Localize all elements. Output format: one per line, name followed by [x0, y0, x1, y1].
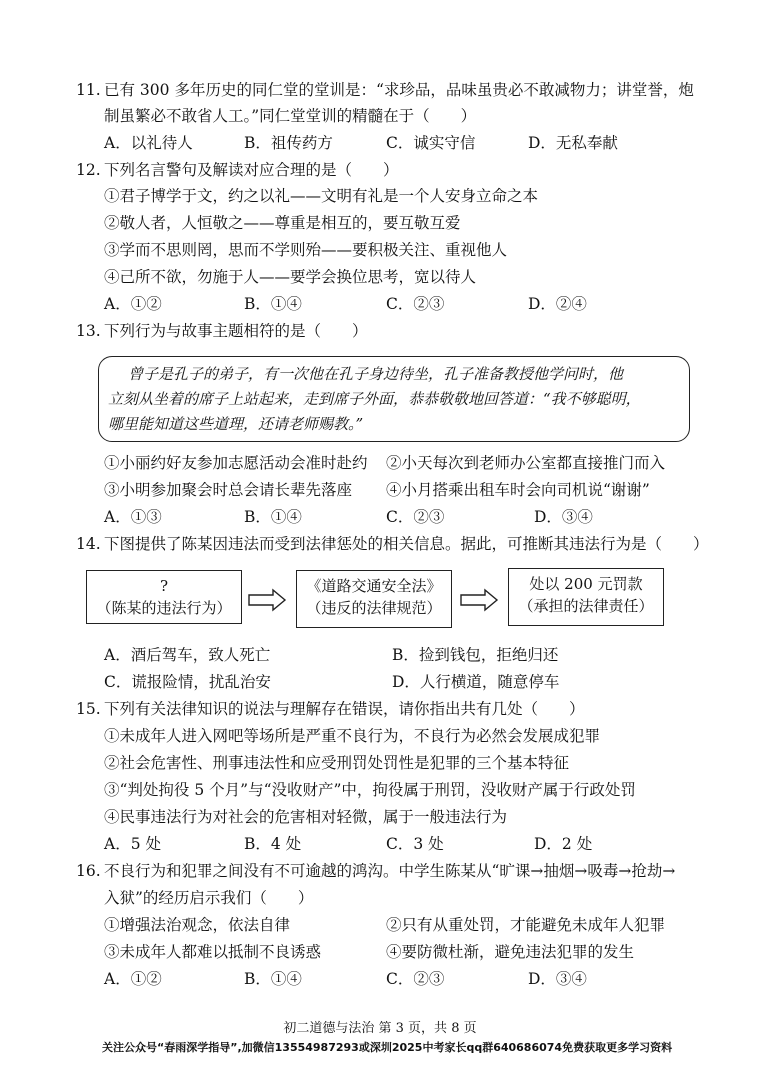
- q15-item-1: ①未成年人进入网吧等场所是严重不良行为，不良行为必然会发展成犯罪: [104, 727, 601, 745]
- story-line-2: 立刻从坐着的席子上站起来，走到席子外面，恭恭敬敬地回答道：“我不够聪明，: [108, 390, 641, 408]
- q12-option-d[interactable]: D．②④: [528, 295, 587, 313]
- q13-item-2: ②小天每次到老师办公室都直接推门而入: [386, 454, 666, 472]
- q13-option-b[interactable]: B．①④: [244, 508, 302, 526]
- q13-option-c[interactable]: C．②③: [386, 508, 445, 526]
- q16-item-1: ①增强法治观念，依法自律: [104, 916, 291, 934]
- flow-box-2-bottom: （违反的法律规范）: [306, 599, 442, 617]
- question-number-16: 16.: [76, 862, 101, 880]
- question-12-stem: 下列名言警句及解读对应合理的是（ ）: [104, 161, 399, 179]
- q12-item-1: ①君子博学于文，约之以礼——文明有礼是一个人安身立命之本: [104, 187, 539, 205]
- question-number-13: 13.: [76, 322, 101, 340]
- flow-box-1-bottom: （陈某的违法行为）: [96, 599, 232, 617]
- question-number-12: 12.: [76, 161, 101, 179]
- q13-option-a[interactable]: A．①③: [104, 508, 162, 526]
- q12-option-c[interactable]: C．②③: [386, 295, 445, 313]
- q13-item-3: ③小明参加聚会时总会请长辈先落座: [104, 481, 353, 499]
- q15-option-b[interactable]: B．4 处: [244, 835, 302, 853]
- flow-box-liability: [508, 568, 664, 626]
- q13-option-d[interactable]: D．③④: [534, 508, 593, 526]
- flow-box-3-top: 处以 200 元罚款: [529, 575, 643, 593]
- q12-option-a[interactable]: A．①②: [104, 295, 162, 313]
- q12-item-3: ③学而不思则罔，思而不学则殆——要积极关注、重视他人: [104, 241, 508, 259]
- q11-option-a[interactable]: A．以礼待人: [104, 134, 193, 152]
- flow-box-2-top: 《道路交通安全法》: [306, 577, 442, 595]
- question-number-15: 15.: [76, 700, 101, 718]
- q16-item-4: ④要防微杜渐，避免违法犯罪的发生: [386, 943, 635, 961]
- question-14-stem: 下图提供了陈某因违法而受到法律惩处的相关信息。据此，可推断其违法行为是（ ）: [104, 535, 709, 553]
- flow-box-law: [296, 570, 452, 628]
- q11-option-c[interactable]: C．诚实守信: [386, 134, 476, 152]
- story-line-1: 曾子是孔子的弟子，有一次他在孔子身边待坐，孔子准备教授他学问时，他: [128, 365, 624, 383]
- q16-item-3: ③未成年人都难以抵制不良诱惑: [104, 943, 322, 961]
- flow-arrow-1: [247, 588, 287, 612]
- question-16-stem-line2: 入狱”的经历启示我们（ ）: [104, 889, 314, 907]
- q15-item-3: ③“判处拘役 5 个月”与“没收财产”中，拘役属于刑罚，没收财产属于行政处罚: [104, 781, 636, 799]
- q14-option-d[interactable]: D．人行横道，随意停车: [392, 673, 560, 691]
- question-number-14: 14.: [76, 535, 101, 553]
- q11-option-b[interactable]: B．祖传药方: [244, 134, 333, 152]
- q15-item-4: ④民事违法行为对社会的危害相对轻微，属于一般违法行为: [104, 808, 508, 826]
- q15-option-c[interactable]: C．3 处: [386, 835, 444, 853]
- q12-item-4: ④己所不欲，勿施于人——要学会换位思考，宽以待人: [104, 268, 477, 286]
- q11-option-d[interactable]: D．无私奉献: [528, 134, 618, 152]
- q16-option-a[interactable]: A．①②: [104, 970, 162, 988]
- q15-option-d[interactable]: D．2 处: [534, 835, 593, 853]
- q12-item-2: ②敬人者，人恒敬之——尊重是相互的，要互敬互爱: [104, 214, 461, 232]
- q16-option-b[interactable]: B．①④: [244, 970, 302, 988]
- q14-option-c[interactable]: C．谎报险情，扰乱治安: [104, 673, 271, 691]
- q15-item-2: ②社会危害性、刑事违法性和应受刑罚处罚性是犯罪的三个基本特征: [104, 754, 570, 772]
- flow-box-1-top: ?: [159, 577, 169, 595]
- q14-option-b[interactable]: B．捡到钱包，拒绝归还: [392, 646, 559, 664]
- question-16-stem-line1: 不良行为和犯罪之间没有不可逾越的鸿沟。中学生陈某从“旷课→抽烟→吸毒→抢劫→: [104, 862, 676, 880]
- question-number-11: 11.: [76, 81, 101, 99]
- q16-item-2: ②只有从重处罚，才能避免未成年人犯罪: [386, 916, 666, 934]
- story-line-3: 哪里能知道这些道理，还请老师赐教。”: [108, 415, 364, 433]
- flow-arrow-2: [459, 588, 499, 612]
- page-footer: 初二道德与法治 第 3 页，共 8 页: [283, 1021, 477, 1036]
- flow-box-illegal-act: [86, 570, 242, 624]
- promo-banner: 关注公众号“春雨深学指导”,加微信13554987293或深圳2025中考家长qq群640686074免费获取更多学习资料: [102, 1041, 673, 1054]
- question-13-stem: 下列行为与故事主题相符的是（ ）: [104, 322, 368, 340]
- q14-option-a[interactable]: A．酒后驾车，致人死亡: [104, 646, 271, 664]
- q13-item-4: ④小月搭乘出租车时会向司机说“谢谢”: [386, 481, 650, 499]
- q12-option-b[interactable]: B．①④: [244, 295, 302, 313]
- question-11-stem-line2: 制虽繁必不敢省人工。”同仁堂堂训的精髓在于（ ）: [104, 107, 477, 125]
- q13-item-1: ①小丽约好友参加志愿活动会准时赴约: [104, 454, 368, 472]
- question-11-stem-line1: 已有 300 多年历史的同仁堂的堂训是：“求珍品，品味虽贵必不敢减物力；讲堂誉，炮: [104, 81, 694, 99]
- q16-option-c[interactable]: C．②③: [386, 970, 445, 988]
- q15-option-a[interactable]: A．5 处: [104, 835, 161, 853]
- flow-box-3-bottom: （承担的法律责任）: [518, 597, 654, 615]
- q16-option-d[interactable]: D．③④: [528, 970, 587, 988]
- question-15-stem: 下列有关法律知识的说法与理解存在错误，请你指出共有几处（ ）: [104, 700, 585, 718]
